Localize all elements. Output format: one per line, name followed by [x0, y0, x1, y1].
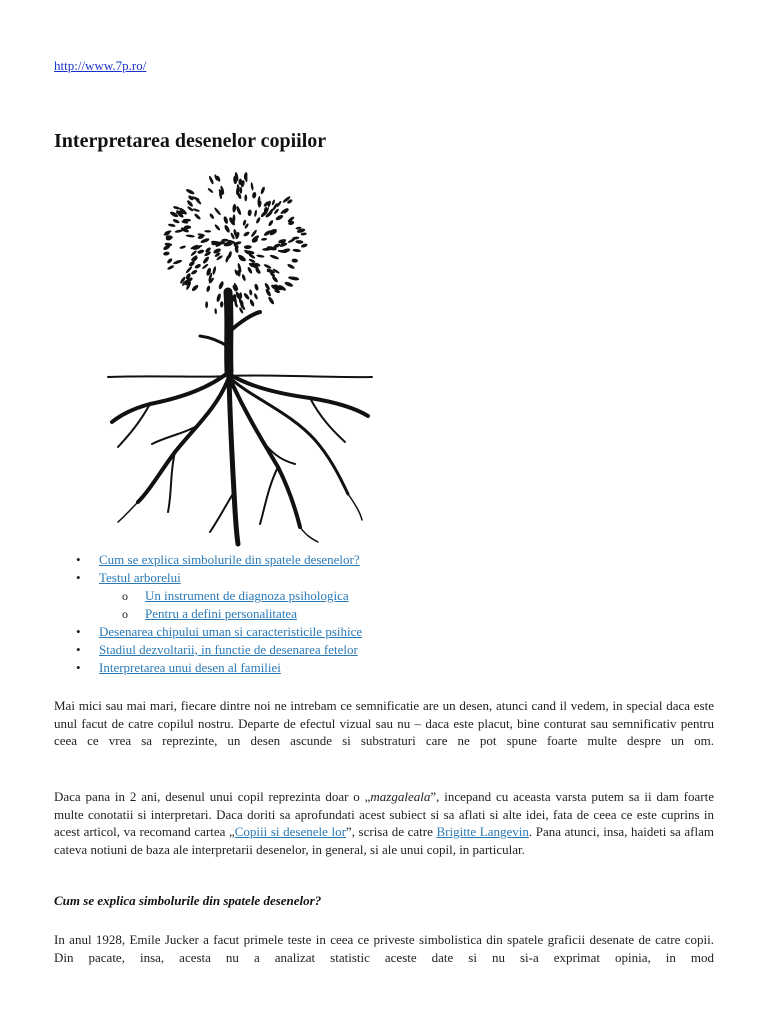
leaf-mark [284, 281, 294, 288]
paragraph-text: ”, scrisa de catre [345, 824, 437, 839]
leaf-mark [295, 240, 303, 244]
second-paragraph [54, 788, 714, 858]
leaf-mark [235, 205, 242, 215]
leaf-mark [173, 206, 181, 211]
leaf-mark [269, 254, 279, 260]
leaf-mark [261, 238, 267, 241]
toc-item [54, 641, 714, 659]
leaf-mark [249, 289, 253, 295]
author-link[interactable]: Brigitte Langevin [436, 824, 529, 839]
leaf-mark [241, 274, 246, 282]
toc-link-instrument-diagnoza[interactable]: Un instrument de diagnoza psihologica [145, 588, 349, 603]
leaf-mark [255, 217, 261, 224]
paragraph-text: ”, incepand cu aceasta varsta putem sa ii dam foarte multe conotatii si interpretari. Daca doriti sa aprofundati acest subiect si sa aflati si alte idei, fata de ceea ce este cuprins in acest articol, va recomand cartea „ [54, 789, 714, 839]
leaf-mark [253, 293, 258, 300]
leaf-mark [223, 224, 230, 233]
leaf-mark [243, 292, 251, 300]
leaf-mark [194, 213, 202, 221]
leaf-mark [240, 187, 243, 194]
leaf-mark [190, 269, 197, 275]
toc-item [54, 623, 714, 641]
toc-link-personalitate[interactable]: Pentru a defini personalitatea [145, 606, 297, 621]
toc-item [54, 569, 714, 587]
toc-subitem [54, 587, 714, 605]
paragraph-text: . Pana atunci, insa, haideti sa aflam cateva notiuni de baza ale interpretarii desenelor, in general, si ale unui copil, in particular. [54, 824, 715, 857]
leaf-mark [213, 207, 221, 216]
leaf-mark [212, 266, 217, 275]
leaf-mark [207, 187, 214, 193]
leaf-mark [185, 188, 195, 195]
leaf-mark [167, 264, 175, 270]
leaf-mark [179, 245, 186, 249]
toc-link-desen-familie[interactable]: Interpretarea unui desen al familiei [99, 660, 281, 675]
article-title: Interpretarea desenelor copiilor [54, 130, 327, 152]
leaf-mark [220, 301, 224, 307]
tree-drawing-image [100, 172, 390, 550]
leaf-mark [252, 192, 257, 199]
leaf-mark [247, 209, 252, 216]
table-of-contents [54, 551, 714, 677]
leaf-mark [268, 219, 274, 226]
third-paragraph: In anul 1928, Emile Jucker a facut primele teste in ceea ce priveste simbolistica din spatele graficii desenate de catre copii. Din pacate, insa, acesta nu a analizat statistic aceste date si nu si-a exprimat opinia, in mod [54, 932, 714, 965]
leaf-mark [244, 194, 247, 201]
leaf-mark [201, 263, 208, 270]
intro-paragraph: Mai mici sau mai mari, fiecare dintre noi ne intrebam ce semnificatie are un desen, atunci cand il vedem, in special daca este unul facut de catre copilul nostru. Departe de efectul vizual sau nu – daca este placut, bine conturat sau semnificativ pentru ceea ce vrea sa reprezinte, un desen ascunde si substraturi care ne pot spune foarte multe despre un om. [54, 698, 714, 748]
leaf-mark [287, 263, 296, 270]
leaf-mark [194, 263, 202, 269]
leaf-mark [172, 218, 180, 224]
paragraph-text: Daca pana in 2 ani, desenul unui copil reprezinta doar o „ [54, 789, 371, 804]
leaf-mark [291, 258, 298, 262]
leaf-mark [247, 266, 253, 274]
leaf-mark [186, 199, 194, 207]
leaf-mark [254, 210, 258, 218]
toc-link-chipul-uman[interactable]: Desenarea chipului uman si caracteristicile psihice [99, 624, 363, 639]
leaf-mark [202, 256, 210, 265]
section-heading: Cum se explica simbolurile din spatele desenelor? [54, 893, 322, 908]
leaf-mark [271, 275, 279, 283]
leaf-mark [254, 283, 259, 291]
book-link[interactable]: Copiii si desenele lor [234, 824, 346, 839]
leaf-mark [218, 281, 225, 290]
leaf-mark [192, 208, 200, 213]
leaf-mark [244, 245, 252, 249]
leaf-mark [166, 258, 173, 265]
leaf-mark [260, 186, 266, 194]
leaf-mark [204, 230, 211, 233]
leaf-mark [243, 231, 251, 237]
leaf-mark [208, 175, 214, 185]
toc-item [54, 659, 714, 677]
leaf-mark [214, 308, 217, 314]
leaf-mark [209, 213, 215, 220]
leaf-mark [168, 223, 176, 227]
leaf-mark [216, 293, 222, 302]
source-url-link[interactable]: http://www.7p.ro/ [54, 58, 147, 73]
leaf-mark [292, 248, 301, 252]
emphasis-text: mazgaleala [370, 789, 431, 804]
leaf-mark [206, 285, 211, 292]
leaf-mark [197, 249, 205, 255]
leaf-mark [263, 263, 272, 269]
leaf-mark [186, 234, 195, 238]
leaf-mark [232, 204, 236, 213]
toc-link-simboluri[interactable]: Cum se explica simbolurile din spatele desenelor? [99, 552, 360, 567]
leaf-mark [300, 243, 308, 248]
leaf-mark [300, 232, 306, 236]
leaf-mark [267, 296, 275, 305]
leaf-mark [205, 301, 208, 308]
leaf-mark [223, 216, 229, 225]
leaf-mark [214, 224, 221, 232]
leaf-mark [271, 199, 275, 205]
toc-link-testul-arborelui[interactable]: Testul arborelui [99, 570, 181, 585]
leaf-mark [163, 251, 170, 256]
toc-link-stadiul-dezvoltarii[interactable]: Stadiul dezvoltarii, in functie de desenarea fetelor [99, 642, 358, 657]
leaf-mark [256, 254, 265, 258]
leaf-mark [173, 259, 183, 265]
leaf-mark [249, 299, 255, 308]
leaf-mark [275, 214, 284, 221]
toc-item [54, 551, 714, 569]
toc-subitem [54, 605, 714, 623]
leaf-mark [191, 284, 199, 292]
leaf-mark [250, 182, 254, 191]
